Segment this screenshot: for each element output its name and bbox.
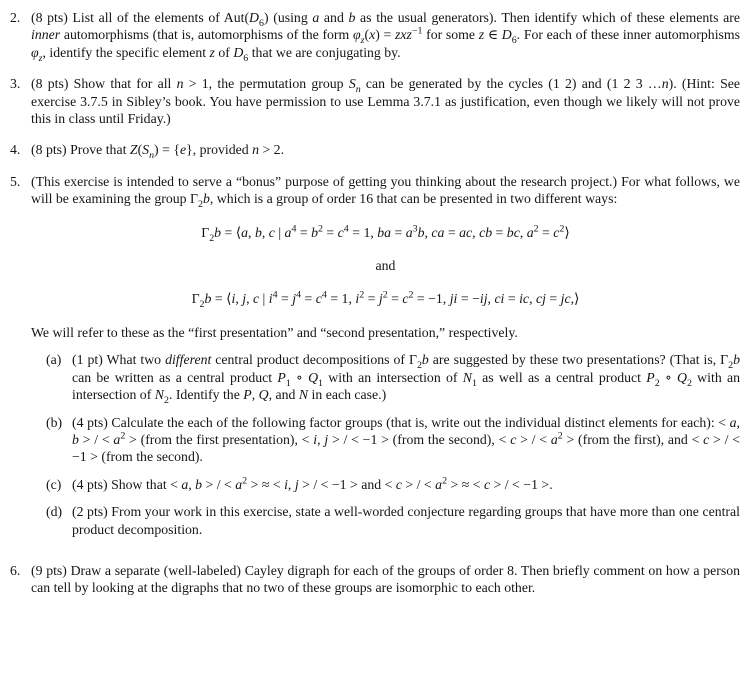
subproblem-item-c — [46, 476, 740, 493]
subproblem-label: (a) — [46, 352, 62, 368]
problem-number: 5. — [10, 173, 21, 189]
problem-number: 2. — [10, 10, 21, 25]
subproblem-body: (4 pts) Show that < a, b > / < $a^2$ > ≈ < i, j > / < −1 > and < c > / < $a^2$ > ≈ < c > / < −1 >. — [72, 475, 553, 492]
problem-body — [31, 173, 740, 548]
subproblem-item-b — [46, 414, 740, 466]
subproblem-body: (4 pts) Calculate the each of the following factor groups (that is, write out the individual distinct elements for each): < a, b > / < $a^2$ > (from the first presentation), < i, j > / < −1 > (from the second), < c > / < $a^2$ > (from the first), and < c > / < −1 > (from the second). — [72, 414, 740, 465]
subproblem-body: (2 pts) From your work in this exercise, state a well-worded conjecture regarding groups that have more than one central product decomposition. — [72, 504, 740, 537]
presentations-refer-text: We will refer to these as the “first presentation” and “second presentation,” respectively. — [31, 324, 518, 340]
problem-body: (9 pts) Draw a separate (well-labeled) Cayley digraph for each of the groups of order 8. Then briefly comment on how a person can tell by looking at the digraphs that no two of these groups are isomorphic to each other. — [31, 562, 740, 596]
subproblem-body: (1 pt) What two different central product decompositions of $\Gamma_2b$ are suggested by these two presentations? (That is, $\Gamma_2b$ can be written as a central product $P_1$ ∘ $Q_1$ with an intersection of $N_1$ as well as a central product $P_2$ ∘ $Q_2$ with an intersection of $N_2$. Identify the P, Q, and N in each case.) — [72, 352, 740, 406]
problem-number: 3. — [10, 76, 21, 92]
problem-intro-text: (This exercise is intended to serve a “bonus” purpose of getting you thinking about the research project.) For what follows, we will be examining the group $\Gamma_2b$, which is a group of order 16 that can be presented in two different ways: — [31, 173, 740, 210]
problem-number: 6. — [10, 562, 21, 578]
problem-number: 4. — [10, 142, 21, 158]
problem-item-4 — [10, 141, 740, 162]
display-equation-first-presentation: $\Gamma_2b$ = ⟨a, b, c | $a^4 = b^2 = c^4 = 1$, ba = $a^3b$, ca = ac, cb = bc, $a^2$ = $c^2⟩$ — [201, 223, 570, 244]
subproblem-label: (b) — [46, 414, 63, 430]
problem-body: (8 pts) List all of the elements of $Aut(D_6)$ (using a and b as the usual generators). Then identify which of these elements are inner automorphisms (that is, automorphisms of the form $\varphi_z(x) = zxz^{-1}$ for some z ∈ $D_6$. For each of these inner automorphisms $\varphi_z$, identify the specific element z of $D_6$ that we are conjugating by. — [31, 10, 741, 64]
problem-body: (8 pts) Prove that $Z(S_n) = \{e\}$, provided n > 2. — [31, 142, 285, 162]
problem-body: (8 pts) Show that for all n > 1, the permutation group $S_n$ can be generated by the cycles (1 2) and (1 2 3 …n). (Hint: See exercise 3.7.5 in Sibley’s book. You have permission to use Lemma 3.7.1 as justification, even though we likely will not prove this in class until Friday.) — [31, 76, 740, 127]
problem-item-6 — [10, 562, 740, 597]
problem-item-5 — [10, 173, 740, 548]
problem-item-2 — [10, 9, 741, 64]
subproblem-item-a — [46, 351, 740, 406]
subproblem-item-d — [46, 503, 740, 538]
subproblem-label: (d) — [46, 504, 63, 520]
display-equation-second-presentation: $\Gamma_2b$ = ⟨i, j, c | $i^4 = j^4 = c^4 = 1$, $i^2 = j^2 = c^2 = -1$, ji = −ij, ci = ic, cj = jc,⟩ — [191, 289, 580, 311]
subproblem-label: (c) — [46, 476, 62, 492]
problem-item-3 — [10, 75, 740, 127]
equation-connector-text: and — [375, 258, 396, 274]
